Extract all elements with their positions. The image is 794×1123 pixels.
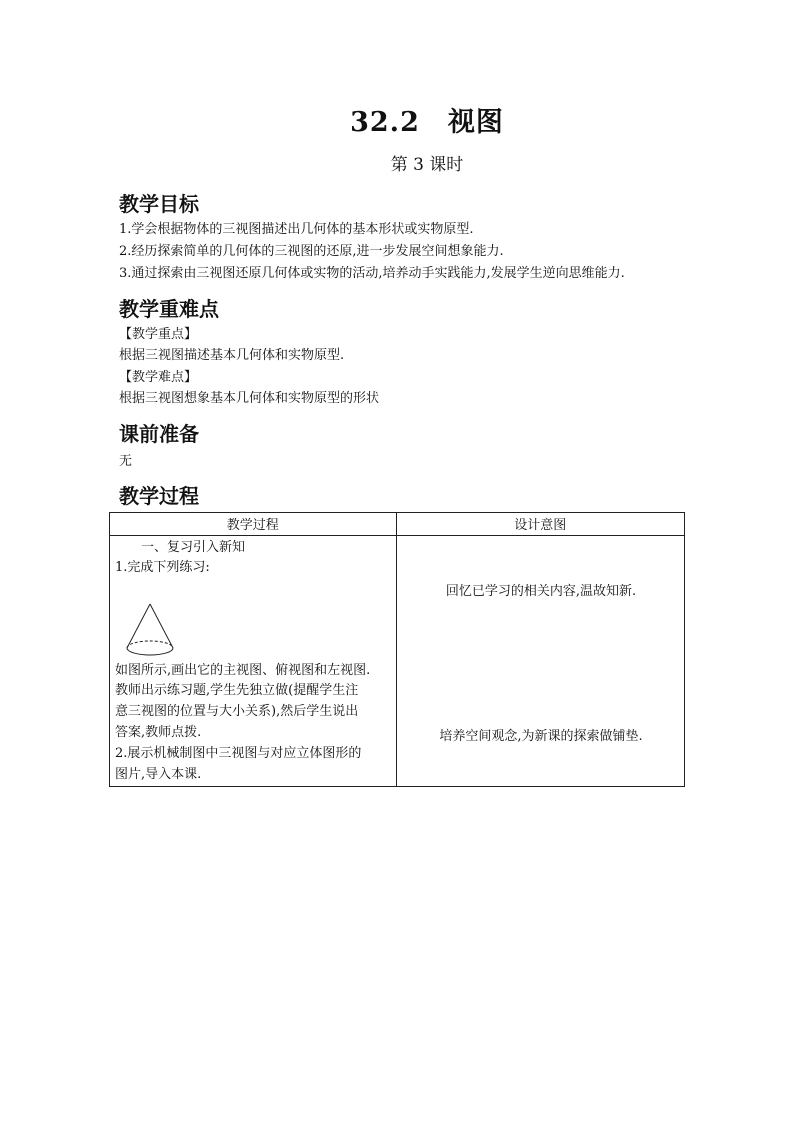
preparation-text: 无 (119, 454, 133, 469)
difficulty-label: 【教学难点】 (119, 370, 198, 385)
preparation-heading: 课前准备 (119, 422, 199, 446)
cone-figure (124, 602, 176, 660)
process-line-3: 如图所示,画出它的主视图、俯视图和左视图. (115, 663, 371, 678)
focus-text: 根据三视图描述基本几何体和实物原型. (119, 348, 345, 363)
intent-line-1: 回忆已学习的相关内容,温故知新. (445, 584, 637, 599)
intent-cell (396, 536, 685, 787)
table-row (110, 536, 685, 787)
process-table (109, 512, 685, 787)
objective-item-2: 2.经历探索简单的几何体的三视图的还原,进一步发展空间想象能力. (119, 244, 504, 259)
process-heading: 教学过程 (119, 484, 199, 508)
process-line-1: 一、复习引入新知 (115, 540, 246, 555)
keypoints-heading: 教学重难点 (119, 297, 219, 321)
process-line-7: 2.展示机械制图中三视图与对应立体图形的 (115, 746, 362, 761)
focus-label: 【教学重点】 (119, 327, 198, 342)
page-subtitle: 第 3 课时 (390, 155, 464, 175)
objective-item-3: 3.通过探索由三视图还原几何体或实物的活动,培养动手实践能力,发展学生逆向思维能力. (119, 266, 625, 281)
process-line-2: 1.完成下列练习: (115, 560, 210, 575)
process-cell (110, 536, 397, 787)
objective-item-1: 1.学会根据物体的三视图描述出几何体的基本形状或实物原型. (119, 222, 474, 237)
process-line-8: 图片,导入本课. (115, 767, 202, 782)
difficulty-text: 根据三视图想象基本几何体和实物原型的形状 (119, 391, 380, 406)
page-title: 32.2 视图 (350, 107, 504, 138)
process-line-4: 教师出示练习题,学生先独立做(提醒学生注 (115, 683, 359, 698)
table-header-intent: 设计意图 (396, 513, 685, 536)
table-header-row (110, 513, 685, 536)
process-line-5: 意三视图的位置与大小关系),然后学生说出 (115, 704, 359, 719)
process-line-6: 答案,教师点拨. (115, 725, 202, 740)
intent-line-2: 培养空间观念,为新课的探索做铺垫. (439, 729, 643, 744)
table-header-process: 教学过程 (110, 513, 397, 536)
objectives-heading: 教学目标 (119, 192, 199, 216)
